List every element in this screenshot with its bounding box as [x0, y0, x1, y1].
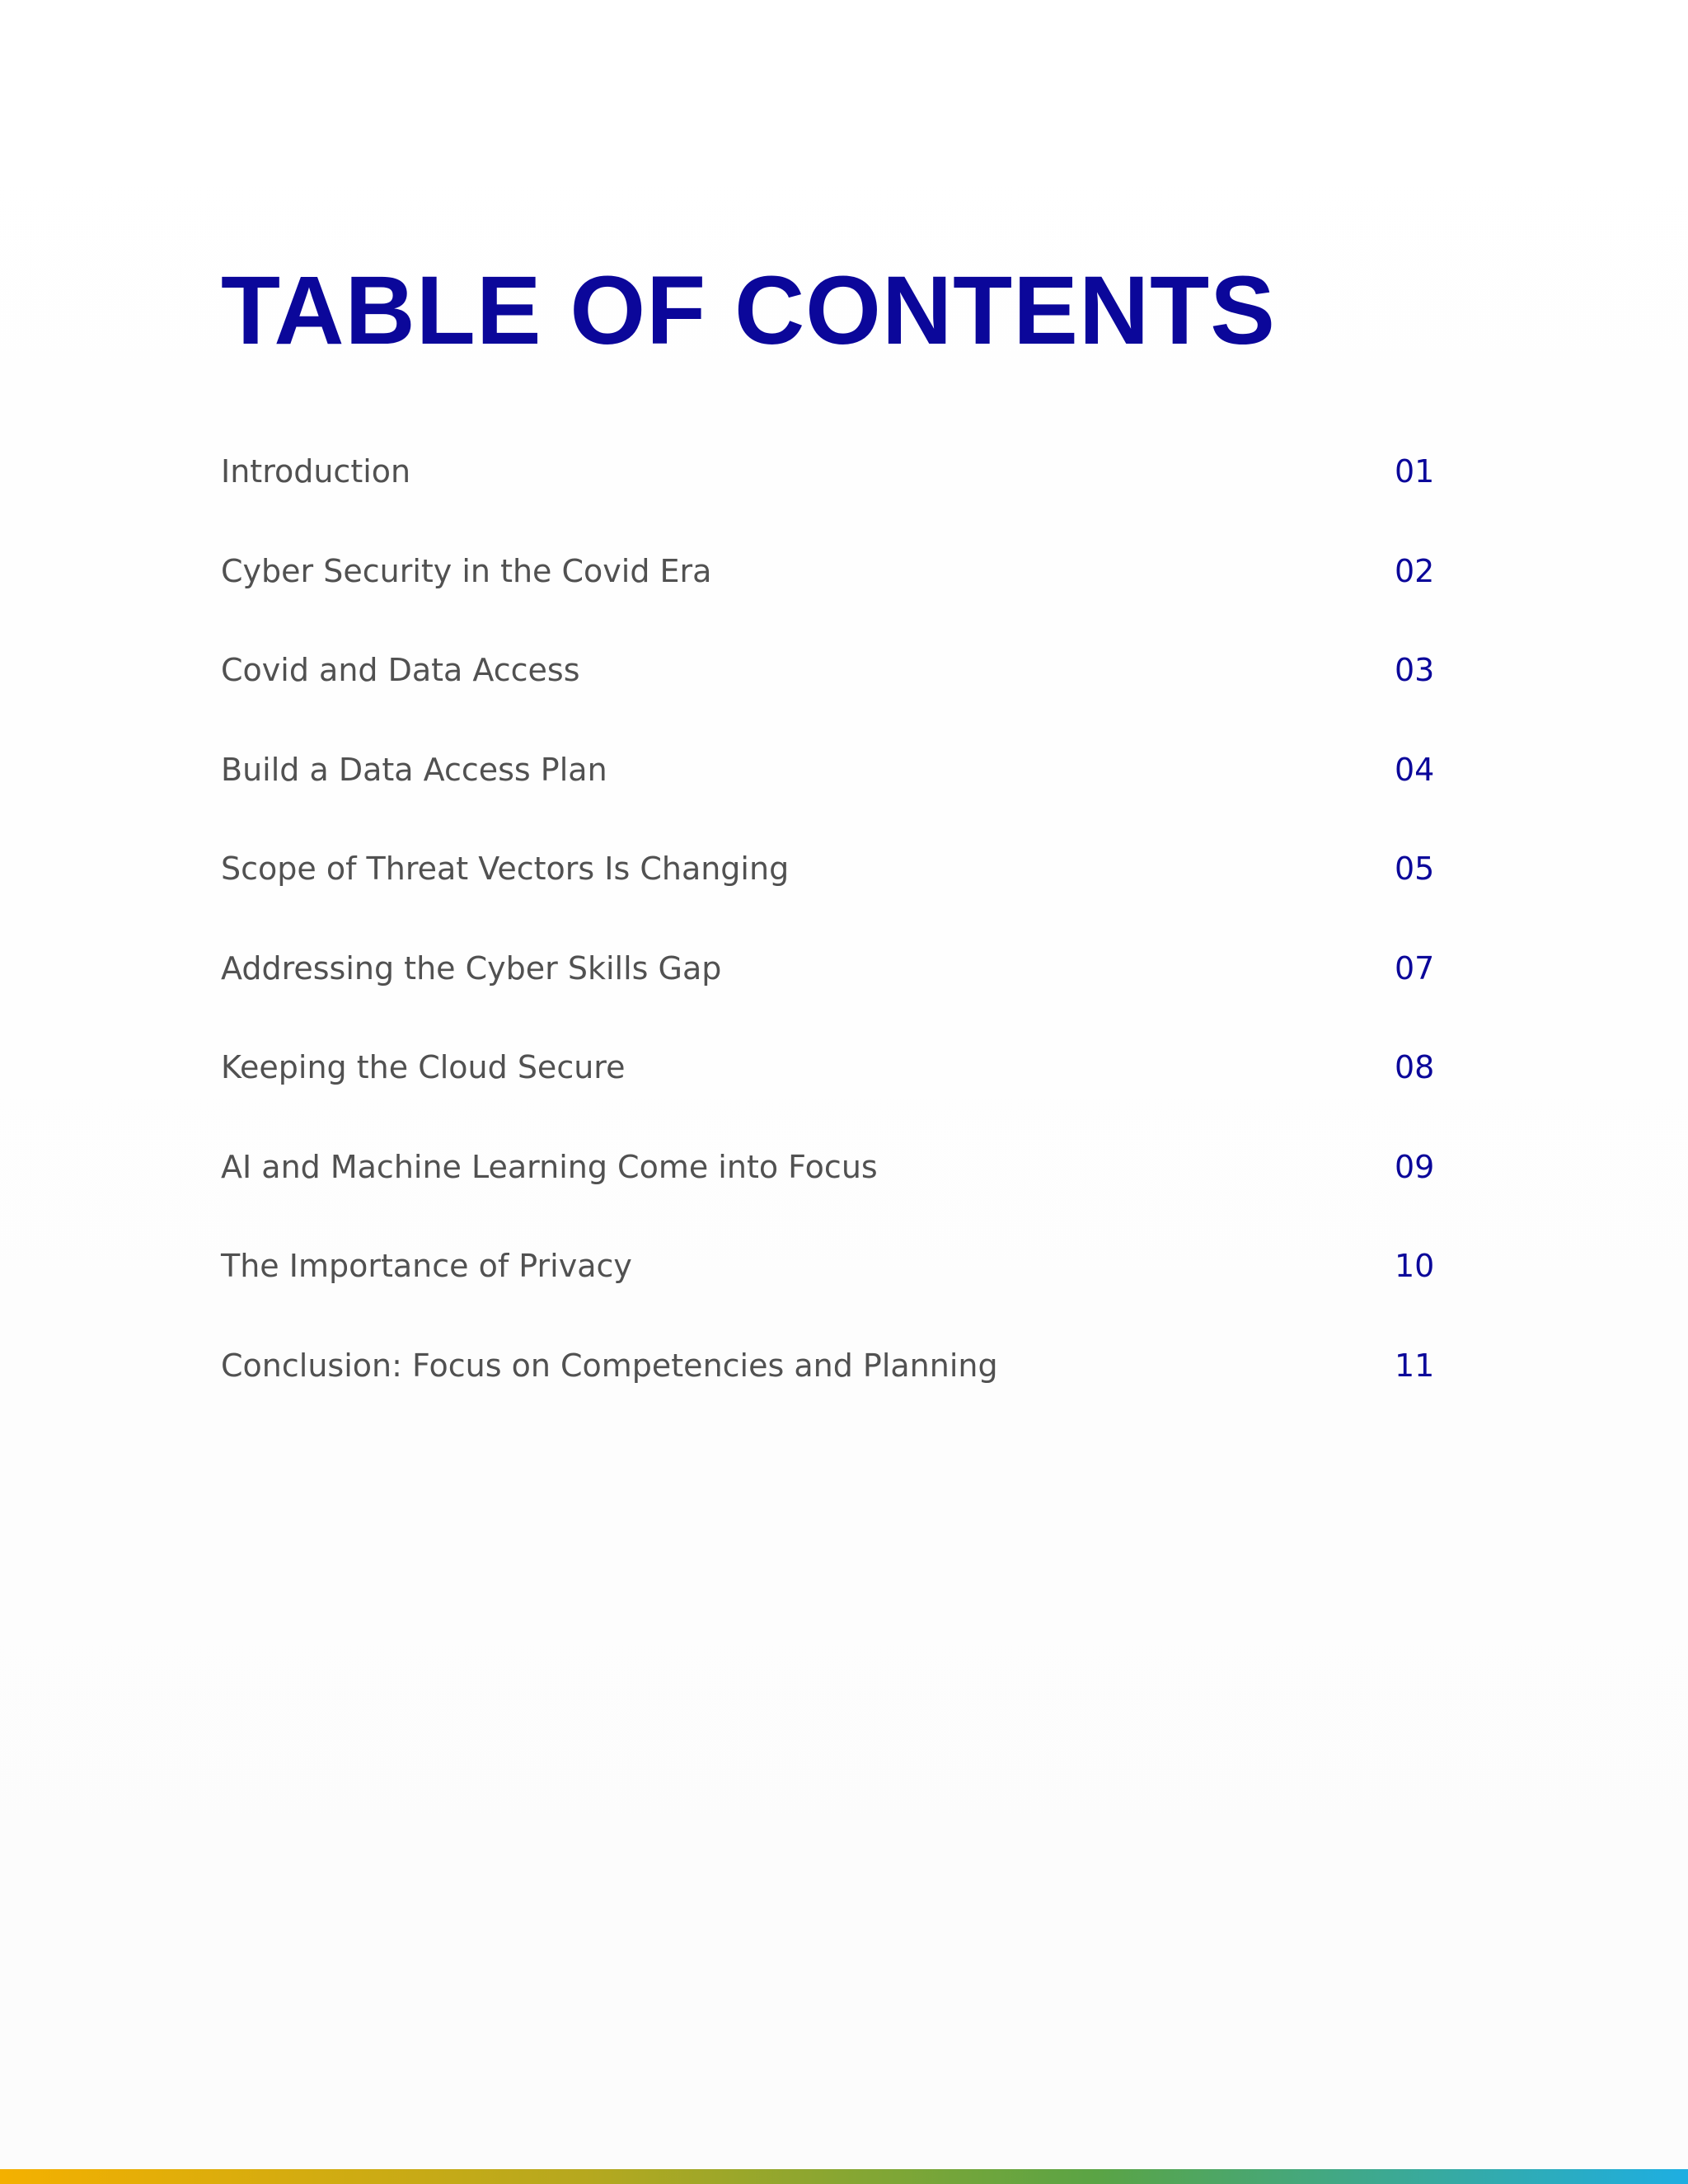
toc-entry-page-number: 11	[1395, 1347, 1435, 1384]
toc-entry-covid-data-access[interactable]	[221, 644, 1457, 743]
toc-entry-label: Covid and Data Access	[221, 652, 580, 688]
toc-entry-label: Cyber Security in the Covid Era	[221, 552, 712, 589]
toc-entry-ai-machine-learning[interactable]	[221, 1141, 1457, 1240]
toc-entry-page-number: 07	[1395, 949, 1435, 987]
toc-entry-cloud-secure[interactable]	[221, 1041, 1457, 1141]
toc-entry-label: Addressing the Cyber Skills Gap	[221, 949, 722, 987]
toc-entry-label: Scope of Threat Vectors Is Changing	[221, 851, 790, 887]
toc-entry-label: Keeping the Cloud Secure	[221, 1049, 626, 1085]
toc-entry-page-number: 05	[1395, 851, 1435, 887]
toc-entry-data-access-plan[interactable]	[221, 743, 1457, 843]
toc-entry-label: AI and Machine Learning Come into Focus	[221, 1148, 878, 1185]
toc-entry-page-number: 10	[1395, 1248, 1435, 1284]
toc-entry-page-number: 04	[1395, 751, 1435, 788]
toc-entry-privacy[interactable]	[221, 1240, 1457, 1339]
toc-entry-label: The Importance of Privacy	[221, 1248, 632, 1284]
toc-entry-label: Introduction	[221, 453, 411, 490]
toc-entry-introduction[interactable]	[221, 445, 1457, 545]
page-title: TABLE OF CONTENTS	[221, 256, 1276, 365]
toc-entry-page-number: 03	[1395, 652, 1435, 688]
toc-entry-page-number: 01	[1395, 453, 1435, 490]
toc-entry-cyber-skills-gap[interactable]	[221, 942, 1457, 1042]
table-of-contents	[221, 445, 1457, 1438]
toc-entry-cyber-security-covid-era[interactable]	[221, 545, 1457, 644]
toc-entry-label: Conclusion: Focus on Competencies and Planning	[221, 1347, 998, 1384]
toc-entry-page-number: 02	[1395, 552, 1435, 589]
footer-accent-bar	[0, 2169, 1688, 2184]
toc-entry-page-number: 09	[1395, 1148, 1435, 1185]
toc-entry-threat-vectors[interactable]	[221, 842, 1457, 942]
toc-entry-label: Build a Data Access Plan	[221, 751, 607, 788]
toc-entry-conclusion[interactable]	[221, 1339, 1457, 1439]
toc-entry-page-number: 08	[1395, 1049, 1435, 1085]
